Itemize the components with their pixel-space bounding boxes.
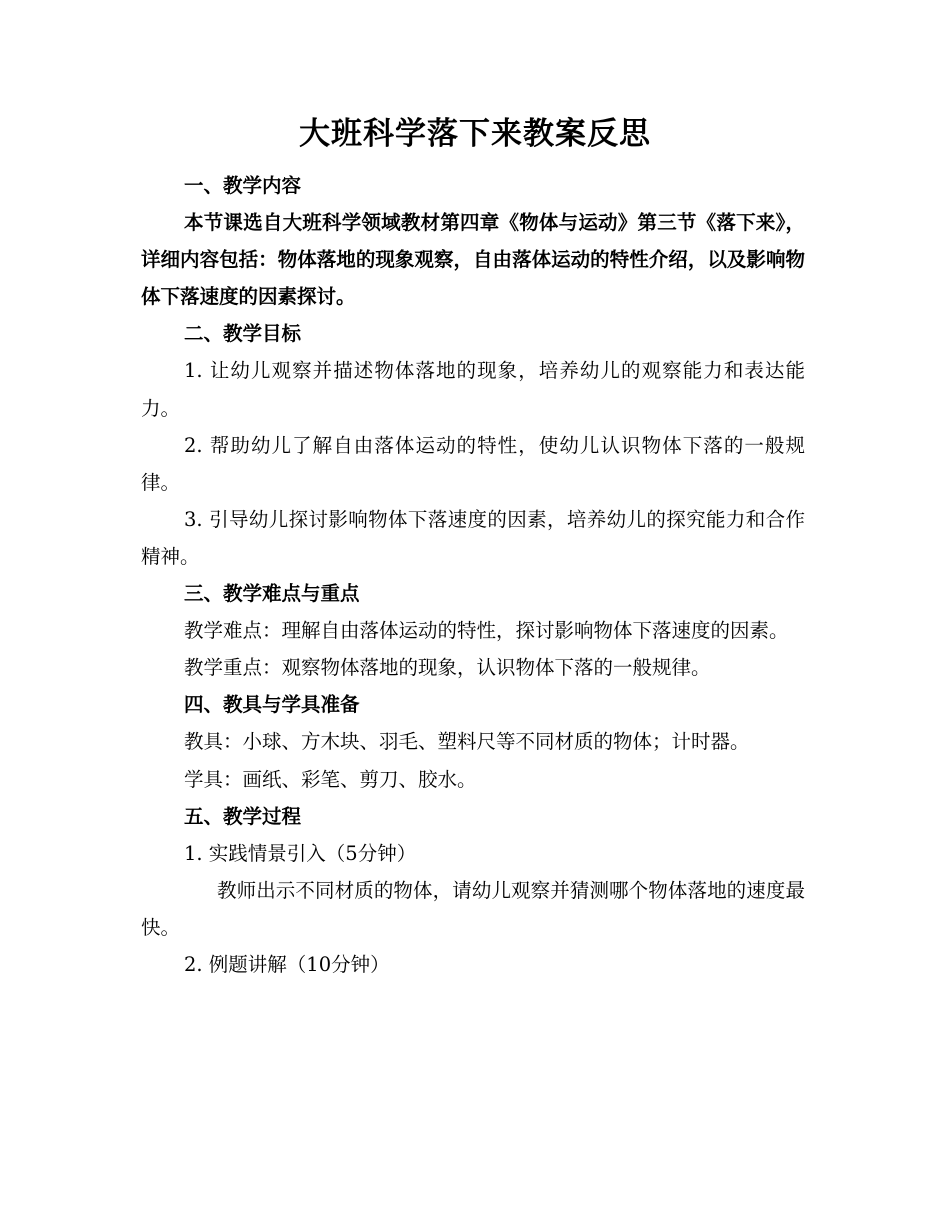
goal-item-2: 2. 帮助幼儿了解自由落体运动的特性，使幼儿认识物体下落的一般规律。: [141, 433, 805, 494]
goal-item-3: 3. 引导幼儿探讨影响物体下落速度的因素，培养幼儿的探究能力和合作精神。: [141, 507, 805, 568]
content-paragraph: 本节课选自大班科学领域教材第四章《物体与运动》第三节《落下来》，详细内容包括：物体落地的现象观察，自由落体运动的特性介绍，以及影响物体下落速度的因素探讨。: [141, 211, 805, 309]
focus-paragraph: 教学重点：观察物体落地的现象，认识物体下落的一般规律。: [184, 656, 711, 680]
teacher-materials: 教具：小球、方木块、羽毛、塑料尺等不同材质的物体；计时器。: [184, 730, 750, 754]
process-step-1-detail: 教师出示不同材质的物体，请幼儿观察并猜测哪个物体落地的速度最快。: [141, 878, 805, 939]
document-title: 大班科学落下来教案反思: [299, 116, 651, 152]
document-body: [141, 167, 805, 983]
section-heading-difficulties: 三、教学难点与重点: [184, 582, 360, 606]
section-heading-content: 一、教学内容: [184, 174, 302, 197]
section-heading-process: 五、教学过程: [184, 804, 302, 828]
process-step-2: 2. 例题讲解（10分钟）: [184, 952, 390, 976]
section-heading-goals: 二、教学目标: [184, 322, 302, 346]
process-step-1: 1. 实践情景引入（5分钟）: [184, 841, 417, 865]
goal-item-1: 1. 让幼儿观察并描述物体落地的现象，培养幼儿的观察能力和表达能力。: [141, 359, 805, 420]
difficulty-paragraph: 教学难点：理解自由落体运动的特性，探讨影响物体下落速度的因素。: [184, 619, 789, 643]
section-heading-materials: 四、教具与学具准备: [184, 693, 360, 717]
student-materials: 学具：画纸、彩笔、剪刀、胶水。: [184, 767, 477, 791]
